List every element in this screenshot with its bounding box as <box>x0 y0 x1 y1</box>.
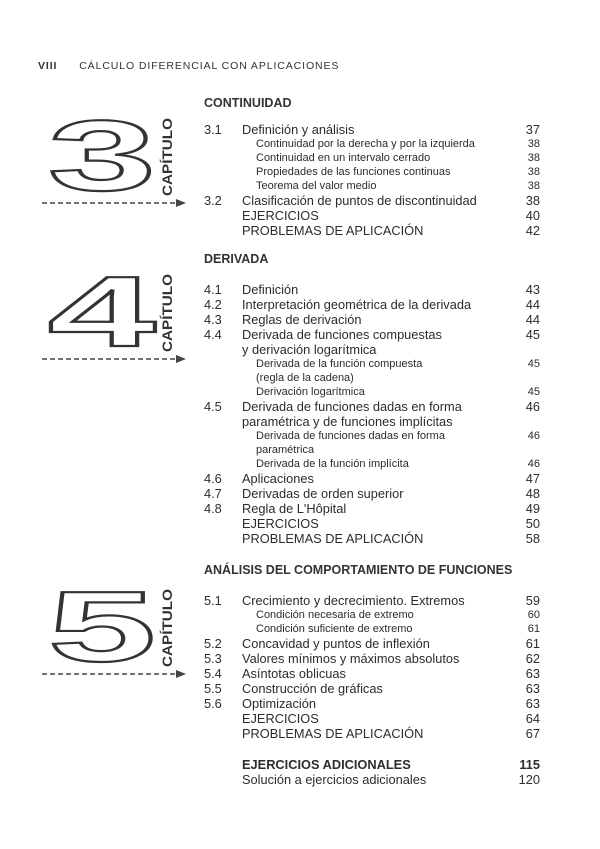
toc-entry-text: Construcción de gráficas <box>242 681 383 696</box>
running-head <box>38 60 339 72</box>
arrow-head-icon <box>176 199 186 207</box>
chapter-number: 5 <box>48 579 156 679</box>
toc-entry <box>204 414 540 429</box>
toc-entry-page: 63 <box>525 666 540 681</box>
toc-entry-page: 38 <box>527 166 540 178</box>
toc-entry <box>204 223 540 238</box>
toc-entry <box>204 711 540 726</box>
toc-subentry <box>204 137 540 151</box>
toc-entry-page: 61 <box>525 636 540 651</box>
toc-entry-text: Asíntotas oblicuas <box>242 666 346 681</box>
chapter-label: CAPÍTULO <box>159 280 175 352</box>
additional-exercises <box>204 757 540 787</box>
toc-entry-page: 45 <box>525 327 540 342</box>
toc-entry-number: 3.2 <box>204 193 222 208</box>
toc-entry-page: 38 <box>525 193 540 208</box>
toc-entry <box>204 636 540 651</box>
toc-entry <box>204 696 540 711</box>
toc-entry-text: Derivación logarítmica <box>256 386 365 398</box>
toc-entry <box>204 681 540 696</box>
toc-entry-number: 4.1 <box>204 282 222 297</box>
chapter-number: 4 <box>48 264 157 364</box>
toc-entry <box>204 193 540 208</box>
toc-subentry <box>204 357 540 371</box>
toc-entry-page: 42 <box>525 223 540 238</box>
toc-entry-number: 4.6 <box>204 471 222 486</box>
toc-entry-page: 115 <box>519 757 540 772</box>
toc-entry-text: paramétrica <box>256 444 315 456</box>
toc-entry <box>204 471 540 486</box>
toc-entry-number: 5.4 <box>204 666 222 681</box>
toc-entry <box>204 772 540 787</box>
toc-entry-text: (regla de la cadena) <box>256 372 354 384</box>
toc-entry <box>204 726 540 741</box>
toc-entry <box>204 593 540 608</box>
toc-entry <box>204 516 540 531</box>
toc-entry <box>204 208 540 223</box>
toc-entry <box>204 312 540 327</box>
toc-entry-text: Solución a ejercicios adicionales <box>242 772 427 787</box>
toc-entry-text: EJERCICIOS <box>242 208 319 223</box>
toc-entry-page: 60 <box>527 609 540 621</box>
toc-entry-text: Definición y análisis <box>242 122 355 137</box>
toc-entry-text: Definición <box>242 282 299 297</box>
toc-entry-page: 45 <box>527 358 540 370</box>
toc-entry-number: 4.5 <box>204 399 222 414</box>
chapter-3-toc <box>204 122 540 238</box>
toc-entry-page: 59 <box>525 593 540 608</box>
toc-entry-text: Continuidad por la derecha y por la izquierda <box>256 138 475 150</box>
toc-entry-text: Interpretación geométrica de la derivada <box>242 297 472 312</box>
toc-entry-text: Derivadas de orden superior <box>242 486 404 501</box>
toc-entry-page: 38 <box>527 138 540 150</box>
toc-entry-text: Continuidad en un intervalo cerrado <box>256 152 431 164</box>
toc-entry <box>204 666 540 681</box>
toc-entry-page: 38 <box>527 152 540 164</box>
toc-subentry <box>204 622 540 636</box>
book-title: CÁLCULO DIFERENCIAL CON APLICACIONES <box>79 60 340 72</box>
toc-entry <box>204 399 540 414</box>
chapter-5-toc <box>204 593 540 741</box>
toc-entry-page: 61 <box>527 623 540 635</box>
toc-entry-page: 38 <box>527 180 540 192</box>
chapter-number: 3 <box>48 108 156 208</box>
toc-entry-text: Condición suficiente de extremo <box>256 623 413 635</box>
toc-entry-page: 50 <box>525 516 540 531</box>
toc-entry-number: 5.5 <box>204 681 222 696</box>
toc-subentry <box>204 371 540 385</box>
toc-subentry <box>204 385 540 399</box>
toc-entry-text: EJERCICIOS <box>242 516 319 531</box>
toc-subentry <box>204 443 540 457</box>
toc-entry-number: 4.7 <box>204 486 222 501</box>
chapter-title: CONTINUIDAD <box>204 96 292 110</box>
toc-entry-page: 37 <box>525 122 540 137</box>
toc-entry-page: 44 <box>525 312 540 327</box>
toc-entry-page: 64 <box>525 711 540 726</box>
toc-entry-text: EJERCICIOS <box>242 711 319 726</box>
toc-entry-page: 46 <box>527 458 540 470</box>
chapter-title: DERIVADA <box>204 252 269 266</box>
toc-entry-page: 49 <box>525 501 540 516</box>
toc-entry-page: 46 <box>527 430 540 442</box>
toc-entry <box>204 757 540 772</box>
toc-subentry <box>204 165 540 179</box>
toc-entry-text: Derivada de funciones compuestas <box>242 327 442 342</box>
toc-entry-text: Optimización <box>242 696 316 711</box>
toc-entry-number: 4.4 <box>204 327 222 342</box>
toc-entry-text: Clasificación de puntos de discontinuidad <box>242 193 477 208</box>
arrow-head-icon <box>176 355 186 363</box>
toc-entry-text: Derivada de la función compuesta <box>256 358 423 370</box>
toc-entry-text: PROBLEMAS DE APLICACIÓN <box>242 223 424 238</box>
toc-entry <box>204 122 540 137</box>
chapter-4-graphic <box>40 264 190 364</box>
toc-entry-number: 3.1 <box>204 122 222 137</box>
toc-entry-page: 62 <box>525 651 540 666</box>
toc-entry <box>204 327 540 342</box>
toc-entry-text: Crecimiento y decrecimiento. Extremos <box>242 593 465 608</box>
toc-entry <box>204 297 540 312</box>
chapter-4-toc <box>204 282 540 546</box>
toc-entry-number: 5.3 <box>204 651 222 666</box>
toc-entry <box>204 486 540 501</box>
toc-entry-page: 63 <box>525 696 540 711</box>
chapter-title: ANÁLISIS DEL COMPORTAMIENTO DE FUNCIONES <box>204 563 513 577</box>
toc-subentry <box>204 151 540 165</box>
toc-entry-text: Derivada de la función implícita <box>256 458 409 470</box>
toc-entry-text: Aplicaciones <box>242 471 314 486</box>
toc-entry-text: y derivación logarítmica <box>242 342 377 357</box>
chapter-label: CAPÍTULO <box>159 595 175 667</box>
toc-entry-page: 40 <box>525 208 540 223</box>
toc-entry-page: 67 <box>525 726 540 741</box>
toc-entry-text: Condición necesaria de extremo <box>256 609 414 621</box>
toc-entry-text: Valores mínimos y máximos absolutos <box>242 651 460 666</box>
toc-entry-text: Concavidad y puntos de inflexión <box>242 636 430 651</box>
toc-subentry <box>204 608 540 622</box>
toc-entry-text: paramétrica y de funciones implícitas <box>242 414 453 429</box>
toc-entry-page: 58 <box>525 531 540 546</box>
toc-entry-page: 47 <box>525 471 540 486</box>
chapter-3-graphic <box>40 108 190 208</box>
toc-entry-text: EJERCICIOS ADICIONALES <box>242 757 411 772</box>
toc-entry-page: 45 <box>527 386 540 398</box>
toc-entry-page: 43 <box>525 282 540 297</box>
toc-entry-text: Teorema del valor medio <box>256 180 377 192</box>
toc-subentry <box>204 457 540 471</box>
toc-entry-text: Regla de L'Hôpital <box>242 501 347 516</box>
page-number: VIII <box>38 60 58 72</box>
toc-entry-text: Derivada de funciones dadas en forma <box>256 430 445 442</box>
toc-entry-text: Reglas de derivación <box>242 312 362 327</box>
toc-subentry <box>204 429 540 443</box>
toc-entry-page: 63 <box>525 681 540 696</box>
toc-entry-text: PROBLEMAS DE APLICACIÓN <box>242 726 424 741</box>
toc-entry-number: 5.6 <box>204 696 222 711</box>
toc-entry-text: Propiedades de las funciones continuas <box>256 166 451 178</box>
toc-entry <box>204 651 540 666</box>
toc-entry-text: PROBLEMAS DE APLICACIÓN <box>242 531 424 546</box>
toc-subentry <box>204 179 540 193</box>
toc-entry-number: 4.8 <box>204 501 222 516</box>
toc-entry <box>204 342 540 357</box>
toc-entry-page: 44 <box>525 297 540 312</box>
toc-entry-page: 120 <box>518 772 540 787</box>
toc-entry-page: 48 <box>525 486 540 501</box>
chapter-5-graphic <box>40 579 190 679</box>
toc-entry <box>204 531 540 546</box>
arrow-head-icon <box>176 670 186 678</box>
toc-entry-text: Derivada de funciones dadas en forma <box>242 399 462 414</box>
chapter-label: CAPÍTULO <box>159 124 175 196</box>
toc-entry-number: 5.1 <box>204 593 222 608</box>
toc-entry-number: 4.2 <box>204 297 222 312</box>
toc-entry <box>204 282 540 297</box>
toc-entry <box>204 501 540 516</box>
toc-entry-number: 4.3 <box>204 312 222 327</box>
toc-entry-number: 5.2 <box>204 636 222 651</box>
toc-entry-page: 46 <box>525 399 540 414</box>
